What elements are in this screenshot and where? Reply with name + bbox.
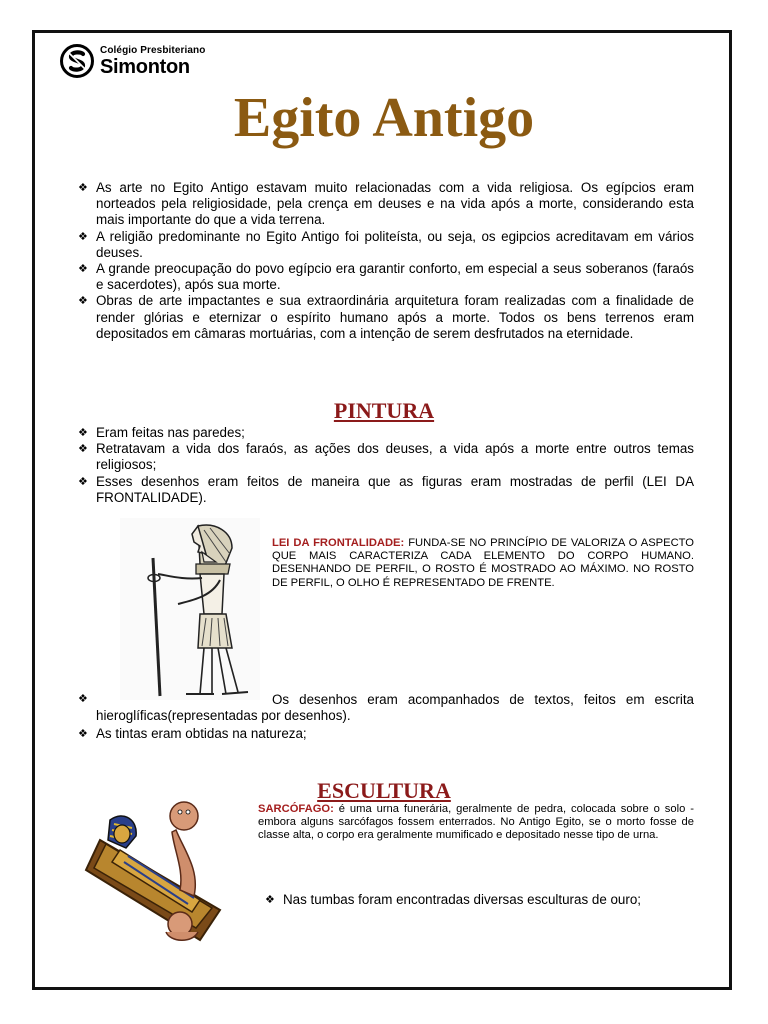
sarcofago-text bbox=[258, 803, 694, 843]
intro-item: ❖ A grande preocupação do povo egípcio era garantir conforto, em especial a seus soberanos (faraós e sacerdotes), após sua morte. bbox=[75, 261, 694, 293]
section-heading-escultura: ESCULTURA bbox=[317, 778, 451, 803]
sarcophagus-illustration bbox=[80, 800, 250, 950]
page-title: Egito Antigo bbox=[233, 87, 535, 149]
intro-item: ❖ As arte no Egito Antigo estavam muito relacionadas com a vida religiosa. Os egípcios eram norteados pela religiosidade, pela crença em deuses e na vida após a morte, considerando esta mais importante do que a vida terrena. bbox=[75, 180, 694, 229]
lei-frontalidade-label: LEI DA FRONTALIDADE: bbox=[272, 537, 405, 549]
escultura-list bbox=[262, 892, 694, 908]
pintura-item: ❖ As tintas eram obtidas na natureza; bbox=[75, 726, 694, 742]
intro-list bbox=[75, 180, 694, 342]
pintura-list bbox=[75, 425, 694, 506]
pintura-item: ❖ Esses desenhos eram feitos de maneira que as figuras eram mostradas de perfil (LEI DA FRONTALIDADE). bbox=[75, 474, 694, 506]
intro-item: ❖ Obras de arte impactantes e sua extraordinária arquitetura foram realizadas com a finalidade de render glórias e eternizar o espírito humano após a morte. Todos os bens terrenos eram depositados em câmaras mortuárias, com a intenção de serem desfrutados na eternidade. bbox=[75, 293, 694, 342]
lei-frontalidade-definition: FUNDA-SE NO PRINCÍPIO DE VALORIZA O ASPECTO QUE MAIS CARACTERIZA CADA ELEMENTO DO CORPO HUMANO. DESENHANDO DE PERFIL, O ROSTO É MOSTRADO AO MÁXIMO. NO ROSTO DE PERFIL, O OLHO É REPRESENTADO DE FRENTE. bbox=[272, 537, 694, 589]
school-logo bbox=[60, 44, 205, 78]
sarcofago-definition: é uma urna funerária, geralmente de pedra, colocada sobre o solo - embora alguns sarcófagos fossem enterrados. No Antigo Egito, se o morto fosse de classe alta, o corpo era geralmente mumificado e depositado nesse tipo de urna. bbox=[258, 803, 694, 842]
school-subtitle: Colégio Presbiteriano bbox=[100, 44, 206, 56]
pintura-item-textos: Os desenhos eram acompanhados de textos, feitos em escrita hieroglíficas(representadas por desenhos). bbox=[96, 692, 694, 724]
pintura-list-extra bbox=[75, 726, 694, 742]
intro-item: ❖ A religião predominante no Egito Antigo foi politeísta, ou seja, os egipcios acreditavam em vários deuses. bbox=[75, 229, 694, 261]
sarcofago-label: SARCÓFAGO: bbox=[258, 803, 334, 815]
school-name: Simonton bbox=[100, 55, 190, 78]
pintura-item: ❖ Retratavam a vida dos faraós, as ações dos deuses, a vida após a morte entre outros temas religiosos; bbox=[75, 441, 694, 473]
escultura-item: ❖ Nas tumbas foram encontradas diversas esculturas de ouro; bbox=[262, 892, 694, 908]
egyptian-figure-illustration bbox=[120, 518, 260, 700]
section-heading-pintura: PINTURA bbox=[333, 398, 435, 423]
pintura-item: ❖ Eram feitas nas paredes; bbox=[75, 425, 694, 441]
bullet-icon: ❖ bbox=[78, 692, 88, 705]
lei-frontalidade-text bbox=[272, 537, 694, 590]
school-logo-icon bbox=[60, 44, 94, 78]
